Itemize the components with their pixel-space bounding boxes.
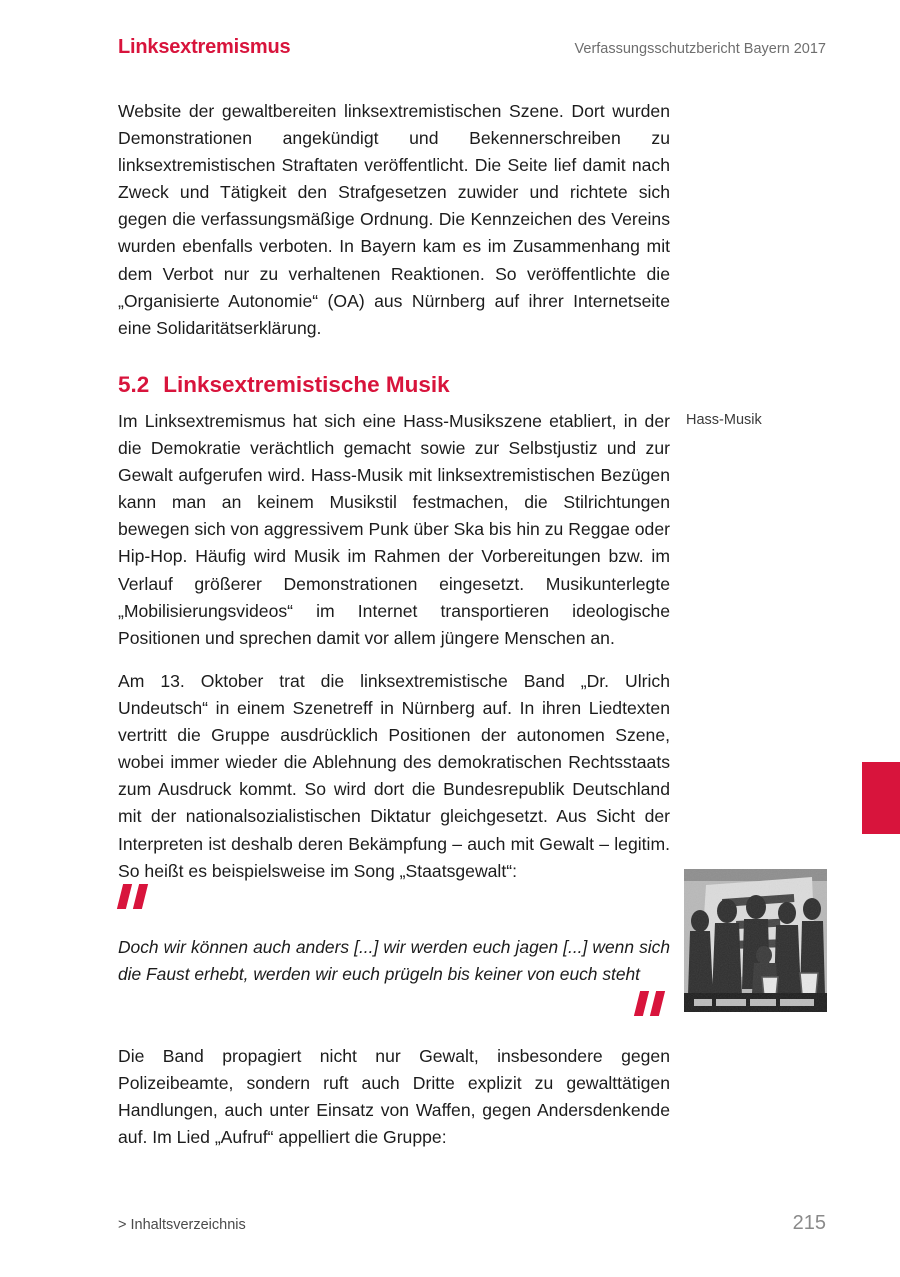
quote-close-icon xyxy=(637,991,662,1016)
section-number: 5.2 xyxy=(118,371,150,397)
page-footer xyxy=(118,1212,826,1235)
album-cover-image xyxy=(684,869,827,1012)
pull-quote-text: Doch wir können auch anders [...] wir werden euch jagen [...] wenn sich die Faust erhebt, werden wir euch prügeln bis keiner von euch steht xyxy=(118,937,670,984)
album-cover-artwork xyxy=(684,869,827,1012)
paragraph-final: Die Band propagiert nicht nur Gewalt, insbesondere gegen Polizeibeamte, sondern ruft auch Dritte explizit zu gewalttätigen Handlungen, auch unter Einsatz von Waffen, gegen Andersdenkende auf. Im Lied „Aufruf“ appelliert die Gruppe: xyxy=(118,1046,670,1148)
chapter-margin-tab xyxy=(862,762,900,834)
quote-open-icon xyxy=(120,884,145,909)
margin-note-hass-musik: Hass-Musik xyxy=(686,412,762,428)
pull-quote xyxy=(118,884,670,1021)
page-number: 215 xyxy=(792,1212,826,1234)
quote-close-row xyxy=(118,991,670,1021)
toc-link[interactable]: > Inhaltsverzeichnis xyxy=(118,1217,246,1233)
paragraph-hass-musik: Im Linksextremismus hat sich eine Hass-Musikszene etabliert, in der die Demokratie verächtlich gemacht sowie zur Selbstjustiz und zur Gewalt aufgerufen wird. Hass-Musik mit linksextremistischen Bezügen kann man an keinem Musikstil festmachen, die Stilrichtungen bewegen sich von aggressivem Punk über Ska bis hin zu Reggae oder Hip-Hop. Häufig wird Musik im Rahmen der Vorbereitungen bzw. im Verlauf größerer Demonstrationen eingesetzt. Musikunterlegte „Mobilisierungsvideos“ im Internet transportieren ideologische Positionen und sprechen damit vor allem jüngere Menschen an. xyxy=(118,411,670,648)
running-header xyxy=(118,36,826,59)
paragraph-band: Am 13. Oktober trat die linksextremistische Band „Dr. Ulrich Undeutsch“ in einem Szenetreff in Nürnberg auf. In ihren Liedtexten vertritt die Gruppe ausdrücklich Positionen der autonomen Szene, wobei immer wieder die Ablehnung des demokratischen Rechtsstaats zum Ausdruck kommt. So wird dort die Bundesrepublik Deutschland mit der nationalsozialistischen Diktatur gleichgesetzt. Aus Sicht der Interpreten ist deshalb deren Bekämpfung – auch mit Gewalt – legitim. So heißt es beispielsweise im Song „Staatsgewalt“: xyxy=(118,671,670,881)
header-chapter-title: Linksextremismus xyxy=(118,36,291,58)
header-report-title: Verfassungsschutzbericht Bayern 2017 xyxy=(574,41,826,57)
section-heading xyxy=(118,372,718,398)
paragraph-intro: Website der gewaltbereiten linksextremistischen Szene. Dort wurden Demonstrationen angekündigt und Bekennerschreiben zu linksextremistischen Straftaten veröffentlicht. Die Seite lief damit nach Zweck und Tätigkeit den Strafgesetzen zuwider und richtete sich gegen die verfassungsmäßige Ordnung. Die Kennzeichen des Vereins wurden ebenfalls verboten. In Bayern kam es im Zusammenhang mit dem Verbot nur zu verhaltenen Reaktionen. So veröffentlichte die „Organisierte Autonomie“ (OA) aus Nürnberg auf ihrer Internetseite eine Solidaritätserklärung. xyxy=(118,101,670,338)
section-title: Linksextremistische Musik xyxy=(163,371,450,397)
